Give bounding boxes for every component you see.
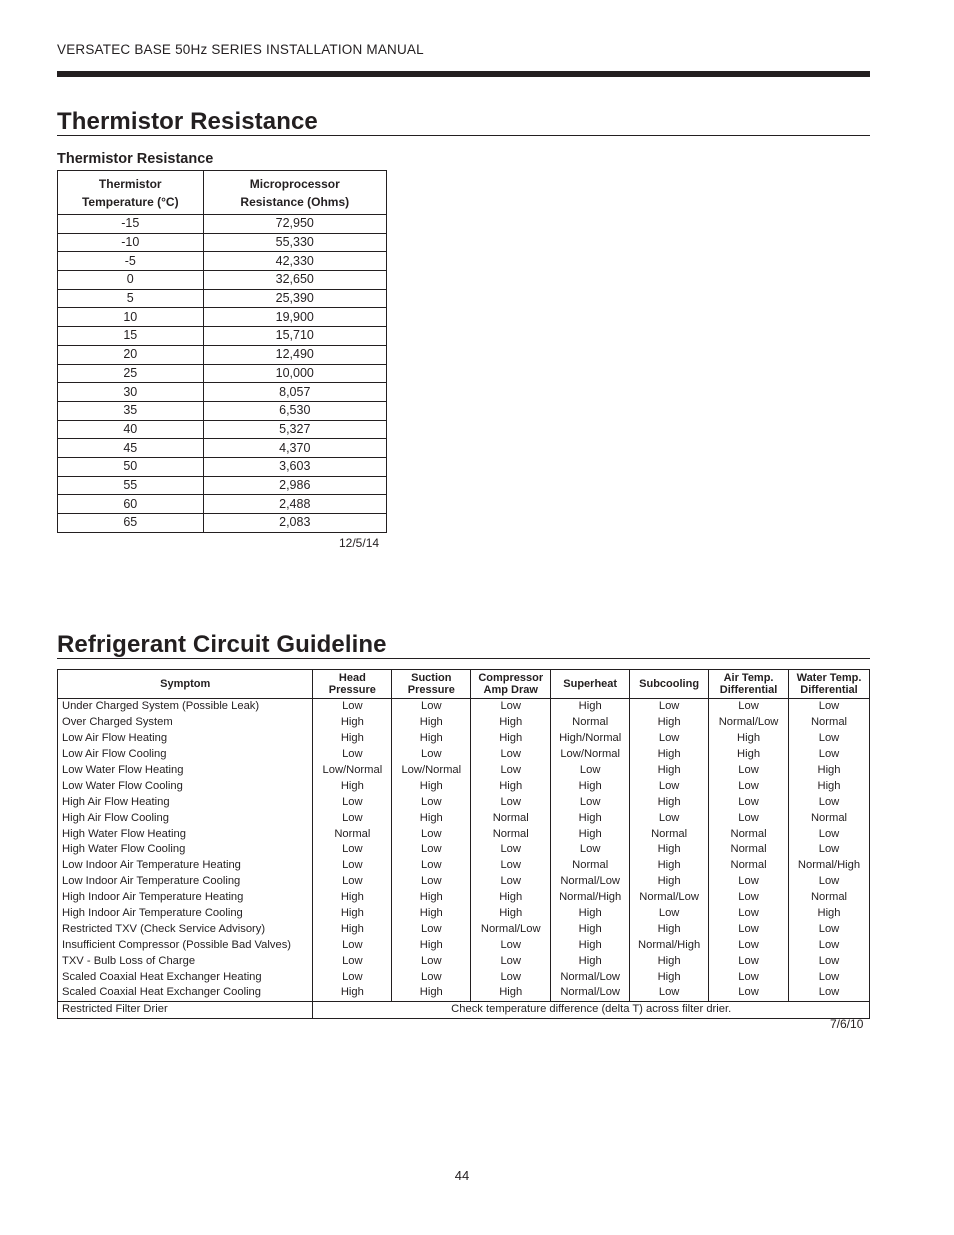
value-cell: Normal [709, 826, 789, 842]
temperature-cell: 25 [58, 364, 204, 383]
value-cell: High [392, 985, 471, 1001]
table-row [58, 715, 870, 731]
table-row [58, 1001, 870, 1018]
value-cell: Low [313, 747, 392, 763]
value-cell: High [313, 985, 392, 1001]
column-header [709, 670, 789, 699]
value-cell: High [551, 953, 630, 969]
refrigerant-table-date: 7/6/10 [830, 1017, 864, 1031]
resistance-cell: 72,950 [203, 215, 386, 234]
value-cell: Low [471, 794, 551, 810]
table-row [58, 937, 870, 953]
value-cell: Low [789, 842, 870, 858]
value-cell: Low [789, 699, 870, 715]
value-cell: Low [789, 969, 870, 985]
value-cell: High [630, 715, 709, 731]
value-cell: High [630, 953, 709, 969]
value-cell: High [392, 715, 471, 731]
value-cell: Low [789, 953, 870, 969]
table-row [58, 476, 387, 495]
symptom-cell: High Water Flow Cooling [58, 842, 313, 858]
value-cell: High [313, 715, 392, 731]
header-line: Air Temp. [723, 671, 774, 684]
resistance-cell: 25,390 [203, 289, 386, 308]
refrigerant-table-header [58, 670, 870, 699]
value-cell: High [313, 890, 392, 906]
value-cell: High [630, 858, 709, 874]
value-cell: Low [630, 731, 709, 747]
table-row [58, 826, 870, 842]
column-header [789, 670, 870, 699]
resistance-cell: 55,330 [203, 233, 386, 252]
value-cell: High [789, 778, 870, 794]
manual-header-title: VERSATEC BASE 50Hz SERIES INSTALLATION MANUAL [57, 42, 424, 57]
symptom-cell: High Indoor Air Temperature Cooling [58, 906, 313, 922]
value-cell: Low [789, 747, 870, 763]
symptom-cell: Low Air Flow Heating [58, 731, 313, 747]
thermistor-section-title: Thermistor Resistance [57, 108, 318, 135]
value-cell: Normal/Low [551, 969, 630, 985]
value-cell: Normal [551, 858, 630, 874]
value-cell: Low [789, 826, 870, 842]
symptom-cell: Scaled Coaxial Heat Exchanger Cooling [58, 985, 313, 1001]
value-cell: Normal/Low [471, 921, 551, 937]
value-cell: High [709, 731, 789, 747]
value-cell: High [789, 763, 870, 779]
table-row [58, 289, 387, 308]
resistance-cell: 5,327 [203, 420, 386, 439]
header-line: Resistance (Ohms) [240, 194, 350, 209]
value-cell: High [551, 826, 630, 842]
temperature-cell: 55 [58, 476, 204, 495]
table-row [58, 364, 387, 383]
value-cell: Low [392, 969, 471, 985]
value-cell: Low [630, 985, 709, 1001]
value-cell: Normal [709, 858, 789, 874]
value-cell: Normal/High [551, 890, 630, 906]
table-row [58, 921, 870, 937]
value-cell: Low [392, 794, 471, 810]
value-cell: Normal [313, 826, 392, 842]
resistance-cell: 12,490 [203, 345, 386, 364]
refrigerant-section-rule [57, 658, 870, 659]
value-cell: Low/Normal [392, 763, 471, 779]
column-header-temperature [58, 171, 204, 215]
header-line: Amp Draw [483, 684, 538, 696]
value-cell: Normal [471, 826, 551, 842]
temperature-cell: 20 [58, 345, 204, 364]
page-number: 44 [454, 1168, 470, 1183]
value-cell: Normal/High [630, 937, 709, 953]
temperature-cell: 65 [58, 514, 204, 533]
value-cell: Low [392, 953, 471, 969]
thermistor-table-date: 12/5/14 [339, 536, 380, 550]
table-row [58, 495, 387, 514]
value-cell: High/Normal [551, 731, 630, 747]
value-cell: High [630, 969, 709, 985]
value-cell: Low [313, 874, 392, 890]
table-row [58, 215, 387, 234]
note-cell: Check temperature difference (delta T) across filter drier. [313, 1001, 870, 1018]
value-cell: Normal [709, 842, 789, 858]
value-cell: Low [630, 810, 709, 826]
value-cell: Low [551, 794, 630, 810]
temperature-cell: -5 [58, 252, 204, 271]
value-cell: High [392, 937, 471, 953]
value-cell: Low [789, 874, 870, 890]
thermistor-table-header [58, 171, 387, 215]
value-cell: Low [471, 842, 551, 858]
symptom-cell: Low Water Flow Cooling [58, 778, 313, 794]
symptom-cell: Scaled Coaxial Heat Exchanger Heating [58, 969, 313, 985]
value-cell: Low [392, 842, 471, 858]
table-row [58, 890, 870, 906]
table-row [58, 842, 870, 858]
value-cell: High [471, 715, 551, 731]
value-cell: High [551, 921, 630, 937]
value-cell: High [392, 731, 471, 747]
symptom-cell: TXV - Bulb Loss of Charge [58, 953, 313, 969]
column-header [58, 670, 313, 699]
value-cell: High [551, 906, 630, 922]
table-row [58, 969, 870, 985]
symptom-cell: High Air Flow Cooling [58, 810, 313, 826]
value-cell: High [313, 778, 392, 794]
header-line: Differential [800, 684, 858, 696]
table-row [58, 906, 870, 922]
thermistor-table-body [58, 215, 387, 533]
column-header [313, 670, 392, 699]
symptom-cell: Low Water Flow Heating [58, 763, 313, 779]
value-cell: High [471, 985, 551, 1001]
header-line: Differential [719, 684, 778, 696]
resistance-cell: 8,057 [203, 383, 386, 402]
value-cell: Low [392, 826, 471, 842]
value-cell: Low [709, 763, 789, 779]
value-cell: High [471, 731, 551, 747]
table-row [58, 810, 870, 826]
table-row [58, 457, 387, 476]
table-row [58, 763, 870, 779]
value-cell: Low [709, 874, 789, 890]
value-cell: Low/Normal [313, 763, 392, 779]
header-rule [57, 71, 870, 77]
value-cell: High [392, 906, 471, 922]
refrigerant-table-body [58, 699, 870, 1019]
value-cell: Low [709, 937, 789, 953]
value-cell: Low [392, 858, 471, 874]
value-cell: High [392, 890, 471, 906]
value-cell: Low [551, 763, 630, 779]
value-cell: Low [313, 794, 392, 810]
value-cell: Low [709, 906, 789, 922]
table-row [58, 747, 870, 763]
symptom-cell: Low Indoor Air Temperature Heating [58, 858, 313, 874]
value-cell: High [630, 794, 709, 810]
value-cell: Low [709, 985, 789, 1001]
value-cell: High [551, 699, 630, 715]
temperature-cell: 50 [58, 457, 204, 476]
value-cell: High [630, 763, 709, 779]
value-cell: High [630, 921, 709, 937]
value-cell: Normal [630, 826, 709, 842]
resistance-cell: 2,986 [203, 476, 386, 495]
resistance-cell: 32,650 [203, 271, 386, 290]
resistance-cell: 3,603 [203, 457, 386, 476]
resistance-cell: 15,710 [203, 327, 386, 346]
symptom-cell: Insufficient Compressor (Possible Bad Valves) [58, 937, 313, 953]
value-cell: Low [709, 969, 789, 985]
column-header [551, 670, 630, 699]
value-cell: Low [789, 937, 870, 953]
value-cell: Low [709, 699, 789, 715]
value-cell: Low [471, 858, 551, 874]
value-cell: Normal [789, 715, 870, 731]
resistance-cell: 2,083 [203, 514, 386, 533]
value-cell: Low [709, 921, 789, 937]
value-cell: Low [392, 747, 471, 763]
value-cell: Low [313, 699, 392, 715]
value-cell: High [551, 778, 630, 794]
value-cell: Low [630, 778, 709, 794]
temperature-cell: 30 [58, 383, 204, 402]
value-cell: High [471, 890, 551, 906]
table-row [58, 383, 387, 402]
value-cell: Low [709, 778, 789, 794]
table-row [58, 271, 387, 290]
temperature-cell: 60 [58, 495, 204, 514]
thermistor-section-rule [57, 135, 870, 136]
value-cell: Low [709, 890, 789, 906]
value-cell: Low [789, 794, 870, 810]
table-row [58, 794, 870, 810]
temperature-cell: 35 [58, 401, 204, 420]
temperature-cell: 10 [58, 308, 204, 327]
value-cell: Low [313, 953, 392, 969]
temperature-cell: 45 [58, 439, 204, 458]
value-cell: Low [313, 937, 392, 953]
table-row [58, 514, 387, 533]
resistance-cell: 2,488 [203, 495, 386, 514]
symptom-cell: Low Indoor Air Temperature Cooling [58, 874, 313, 890]
table-row [58, 985, 870, 1001]
value-cell: Low [789, 731, 870, 747]
value-cell: High [551, 937, 630, 953]
header-line: Compressor [478, 671, 544, 684]
value-cell: Low [313, 969, 392, 985]
value-cell: Low [630, 906, 709, 922]
table-row [58, 778, 870, 794]
value-cell: Low [551, 842, 630, 858]
table-row [58, 401, 387, 420]
value-cell: Normal/Low [551, 985, 630, 1001]
table-row [58, 858, 870, 874]
value-cell: Low [392, 874, 471, 890]
value-cell: Low [471, 747, 551, 763]
value-cell: Low [392, 699, 471, 715]
value-cell: Low [789, 985, 870, 1001]
value-cell: Low [471, 937, 551, 953]
temperature-cell: 15 [58, 327, 204, 346]
value-cell: High [630, 747, 709, 763]
column-header-resistance [203, 171, 386, 215]
header-line: Symptom [160, 677, 211, 690]
thermistor-table-caption: Thermistor Resistance [57, 151, 214, 167]
value-cell: Low [313, 842, 392, 858]
refrigerant-table [57, 669, 870, 1019]
value-cell: Normal [551, 715, 630, 731]
value-cell: Low [709, 794, 789, 810]
value-cell: Normal [471, 810, 551, 826]
value-cell: High [471, 778, 551, 794]
value-cell: Low/Normal [551, 747, 630, 763]
header-line: Suction [411, 671, 452, 684]
resistance-cell: 10,000 [203, 364, 386, 383]
value-cell: Low [789, 921, 870, 937]
symptom-cell: Over Charged System [58, 715, 313, 731]
temperature-cell: 40 [58, 420, 204, 439]
table-row [58, 233, 387, 252]
temperature-cell: -10 [58, 233, 204, 252]
value-cell: Low [471, 699, 551, 715]
symptom-cell: Restricted Filter Drier [58, 1001, 313, 1018]
table-row [58, 345, 387, 364]
value-cell: Low [313, 810, 392, 826]
symptom-cell: High Water Flow Heating [58, 826, 313, 842]
symptom-cell: Low Air Flow Cooling [58, 747, 313, 763]
value-cell: Normal [789, 890, 870, 906]
table-row [58, 327, 387, 346]
value-cell: High [313, 731, 392, 747]
value-cell: Low [313, 858, 392, 874]
resistance-cell: 6,530 [203, 401, 386, 420]
value-cell: High [313, 906, 392, 922]
value-cell: Low [709, 810, 789, 826]
table-row [58, 308, 387, 327]
header-line: Microprocessor [249, 176, 340, 191]
column-header [392, 670, 471, 699]
column-header [471, 670, 551, 699]
value-cell: High [630, 874, 709, 890]
column-header [630, 670, 709, 699]
value-cell: Low [471, 763, 551, 779]
symptom-cell: High Air Flow Heating [58, 794, 313, 810]
value-cell: Normal/Low [630, 890, 709, 906]
value-cell: Normal [789, 810, 870, 826]
table-row [58, 731, 870, 747]
header-line: Head [338, 671, 366, 684]
symptom-cell: Restricted TXV (Check Service Advisory) [58, 921, 313, 937]
value-cell: High [392, 810, 471, 826]
value-cell: Low [709, 953, 789, 969]
value-cell: Low [392, 921, 471, 937]
value-cell: High [630, 842, 709, 858]
value-cell: Low [630, 699, 709, 715]
header-line: Temperature (°C) [81, 194, 179, 209]
value-cell: Low [471, 969, 551, 985]
header-line: Superheat [563, 677, 618, 690]
symptom-cell: High Indoor Air Temperature Heating [58, 890, 313, 906]
table-row [58, 874, 870, 890]
resistance-cell: 4,370 [203, 439, 386, 458]
value-cell: High [551, 810, 630, 826]
value-cell: Normal/Low [551, 874, 630, 890]
header-line: Pressure [328, 684, 376, 696]
value-cell: High [313, 921, 392, 937]
value-cell: Low [471, 953, 551, 969]
temperature-cell: 5 [58, 289, 204, 308]
value-cell: Normal/High [789, 858, 870, 874]
table-row [58, 420, 387, 439]
resistance-cell: 42,330 [203, 252, 386, 271]
table-row [58, 252, 387, 271]
header-line: Pressure [407, 684, 455, 696]
value-cell: Low [471, 874, 551, 890]
value-cell: High [471, 906, 551, 922]
temperature-cell: 0 [58, 271, 204, 290]
table-row [58, 699, 870, 715]
header-line: Subcooling [639, 677, 700, 690]
symptom-cell: Under Charged System (Possible Leak) [58, 699, 313, 715]
table-row [58, 953, 870, 969]
value-cell: High [392, 778, 471, 794]
value-cell: Normal/Low [709, 715, 789, 731]
header-line: Thermistor [98, 176, 162, 191]
refrigerant-section-title: Refrigerant Circuit Guideline [57, 631, 387, 658]
temperature-cell: -15 [58, 215, 204, 234]
table-row [58, 439, 387, 458]
thermistor-table [57, 170, 387, 533]
value-cell: High [709, 747, 789, 763]
resistance-cell: 19,900 [203, 308, 386, 327]
header-line: Water Temp. [796, 671, 862, 684]
value-cell: High [789, 906, 870, 922]
